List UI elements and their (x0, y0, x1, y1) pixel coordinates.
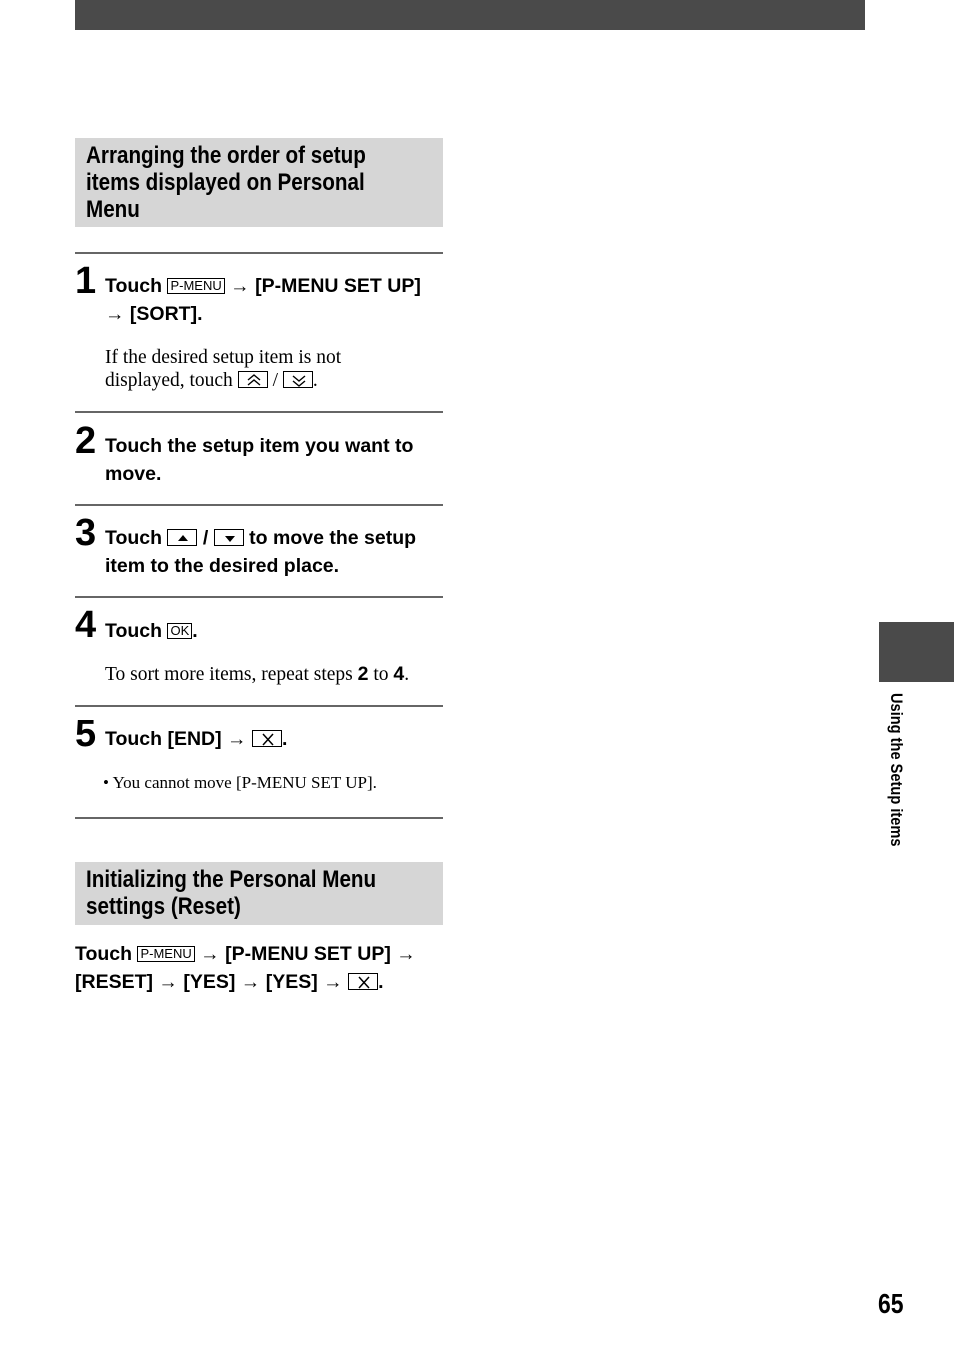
arrow-icon: → (323, 971, 343, 993)
chapter-tab (879, 622, 954, 682)
section-heading-reset-line1: Initializing the Personal Menu (86, 866, 377, 893)
step-note (105, 663, 465, 686)
reset-text-yes: [YES] (265, 971, 318, 993)
step-instruction (105, 725, 450, 753)
note-line: displayed, touch (105, 370, 233, 391)
close-icon (348, 973, 378, 990)
reset-text-pmenu-setup: [P-MENU SET UP] (225, 943, 391, 965)
page-number: 65 (878, 1288, 904, 1319)
arrow-icon: → (396, 943, 416, 965)
section-heading-reset-line2: settings (Reset) (86, 893, 241, 920)
separator: / (202, 527, 209, 549)
reset-text-touch: Touch (75, 943, 133, 965)
arrow-icon: → (158, 971, 178, 993)
step-instruction (105, 432, 450, 488)
step-text-touch: Touch (105, 275, 163, 297)
p-menu-button-icon: P-MENU (167, 278, 224, 294)
step-text-touch: Touch (105, 527, 163, 549)
step-text-sort: [SORT]. (129, 303, 203, 325)
step-line: to move the setup (249, 527, 417, 549)
arrow-icon: → (227, 728, 247, 750)
move-down-icon (214, 529, 244, 546)
section-heading-sort-line3: Menu (86, 196, 140, 223)
close-icon (252, 730, 282, 747)
step-text-touch: Touch [END] (105, 728, 222, 750)
step-text-pmenu-setup: [P-MENU SET UP] (255, 275, 421, 297)
step-number: 1 (75, 260, 97, 302)
arrow-icon: → (240, 971, 261, 993)
arrow-icon: → (230, 275, 250, 297)
section-heading-reset (75, 862, 443, 925)
arrow-icon: → (105, 303, 125, 325)
step-end: . (281, 728, 288, 750)
step-number: 3 (75, 512, 97, 554)
divider (75, 705, 443, 707)
section-heading-sort-line1: Arranging the order of setup (86, 142, 366, 169)
step-number: 2 (75, 420, 97, 462)
section-heading-sort (75, 138, 443, 227)
arrow-icon: → (200, 943, 220, 965)
step-note (105, 346, 435, 392)
p-menu-button-icon: P-MENU (137, 946, 194, 962)
separator: / (272, 370, 278, 391)
note-text: to (373, 664, 389, 685)
step-end: . (192, 620, 198, 642)
step-bullet-note: • You cannot move [P-MENU SET UP]. (103, 773, 377, 792)
step-line: Touch the setup item you want to (105, 435, 414, 457)
note-end: . (312, 370, 318, 391)
reset-text-reset: [RESET] (75, 971, 153, 993)
section-heading-sort-line2: items displayed on Personal (86, 169, 365, 196)
step-line: move. (105, 463, 162, 485)
move-up-icon (167, 529, 197, 546)
step-line: item to the desired place. (105, 555, 340, 577)
reset-instructions (75, 940, 447, 996)
scroll-up-icon (238, 371, 268, 388)
note-step-ref: 2 (357, 663, 369, 685)
note-line: If the desired setup item is not (105, 347, 342, 368)
divider (75, 504, 443, 506)
note-text: . (404, 664, 410, 685)
divider (75, 411, 443, 413)
divider (75, 252, 443, 254)
chapter-label (883, 693, 909, 883)
step-instruction (105, 617, 450, 645)
divider (75, 596, 443, 598)
header-bar (75, 0, 865, 30)
step-instruction (105, 524, 450, 580)
note-step-ref: 4 (393, 663, 405, 685)
reset-text-yes: [YES] (183, 971, 236, 993)
step-text-touch: Touch (105, 620, 163, 642)
note-text: To sort more items, repeat steps (105, 664, 353, 685)
scroll-down-icon (283, 371, 313, 388)
divider (75, 817, 443, 819)
reset-end: . (378, 971, 384, 993)
chapter-label-text: Using the Setup items (887, 693, 906, 847)
step-instruction (105, 272, 450, 328)
step-number: 4 (75, 604, 97, 646)
step-number: 5 (75, 713, 97, 755)
ok-button-icon: OK (167, 623, 192, 639)
